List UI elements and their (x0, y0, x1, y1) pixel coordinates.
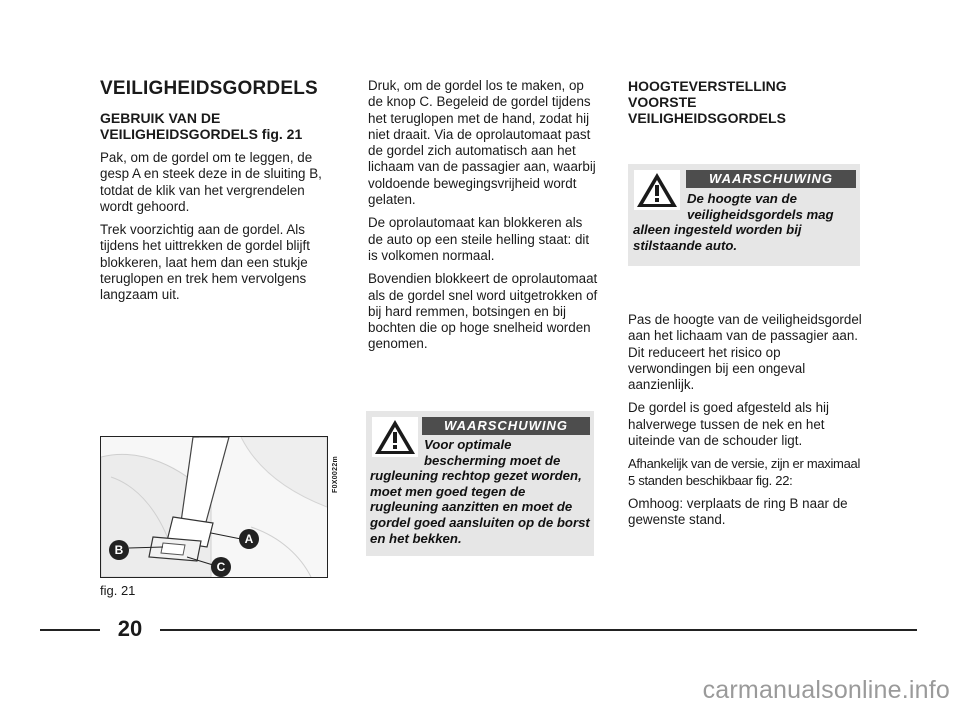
watermark: carmanualsonline.info (702, 676, 950, 704)
seatbelt-illustration (101, 437, 327, 577)
paragraph-correct-position: De gordel is goed afgesteld als hij halverwege tussen de nek en het uiteinde van de schouder ligt. (628, 400, 829, 449)
paragraph-release: Druk, om de gordel los te maken, op de knop C. Begeleid de gordel tijdens het teruglopen met de hand, zodat hij niet draait. Via de oprolautomaat past de gordel zich automatisch aan het lichaam van de passagier aan, waarbij voldoende bewegingsvrijheid wordt gelaten. (368, 78, 596, 208)
column-3-body (628, 312, 864, 536)
label-b: B (109, 540, 129, 560)
paragraph-block-fast: Bovendien blokkeert de oprolautomaat als de gordel snel word uitgetrokken of bij hard remmen, botsingen en bij bochten die op hoge snelheid worden genomen. (368, 271, 598, 352)
figure-code: F0X0022m (332, 455, 339, 493)
column-1 (100, 78, 336, 311)
warning-banner: WAARSCHUWING (686, 170, 856, 188)
warning-text-indented: De hoogte van de veiligheidsgordels mag (687, 191, 834, 222)
warning-box-height (628, 164, 860, 266)
warning-text (370, 437, 592, 546)
column-2 (368, 78, 600, 360)
paragraph-fasten: Pak, om de gordel om te leggen, de gesp A en steek deze in de sluiting B, totdat de klik van het vergrendelen wordt gehoord. (100, 150, 322, 214)
height-adjustment-title: HOOGTEVERSTELLING VOORSTE VEILIGHEIDSGORDELS (628, 78, 787, 126)
subsection-title: GEBRUIK VAN DE VEILIGHEIDSGORDELS fig. 21 (100, 110, 303, 142)
paragraph-pull: Trek voorzichtig aan de gordel. Als tijdens het uittrekken de gordel blijft blokkeren, laat hem dan een stukje teruglopen en trek hem vervolgens langzaam uit. (100, 222, 310, 303)
warning-text-full: alleen ingesteld worden bij stilstaande auto. (633, 222, 802, 253)
footer-rule-left (40, 629, 100, 631)
warning-box-seat-position (366, 411, 594, 556)
section-title: VEILIGHEIDSGORDELS (100, 78, 318, 99)
figure-caption: fig. 21 (100, 583, 136, 598)
warning-text (633, 191, 857, 253)
page-number: 20 (117, 616, 143, 641)
paragraph-adjust-height: Pas de hoogte van de veiligheidsgordel aan het lichaam van de passagier aan. Dit reduceert het risico op verwondingen bij een ongeval aanzienlijk. (628, 312, 862, 393)
label-c: C (211, 557, 231, 577)
warning-banner: WAARSCHUWING (422, 417, 590, 435)
footer-rule-right (160, 629, 917, 631)
label-a: A (239, 529, 259, 549)
paragraph-block-slope: De oprolautomaat kan blokkeren als de auto op een steile helling staat: dit is volkomen normaal. (368, 215, 590, 263)
warning-text-full: rugleuning rechtop gezet worden, moet men goed tegen de rugleuning aanzitten en moet de gordel goed aansluiten op de borst en het bekken. (370, 468, 590, 546)
paragraph-positions: Afhankelijk van de versie, zijn er maximaal 5 standen beschikbaar fig. 22: (628, 456, 861, 488)
warning-text-indented: Voor optimale bescherming moet de (424, 437, 561, 468)
paragraph-up: Omhoog: verplaats de ring B naar de gewenste stand. (628, 495, 848, 528)
column-3 (628, 78, 864, 134)
figure-seatbelt-buckle (100, 436, 328, 578)
